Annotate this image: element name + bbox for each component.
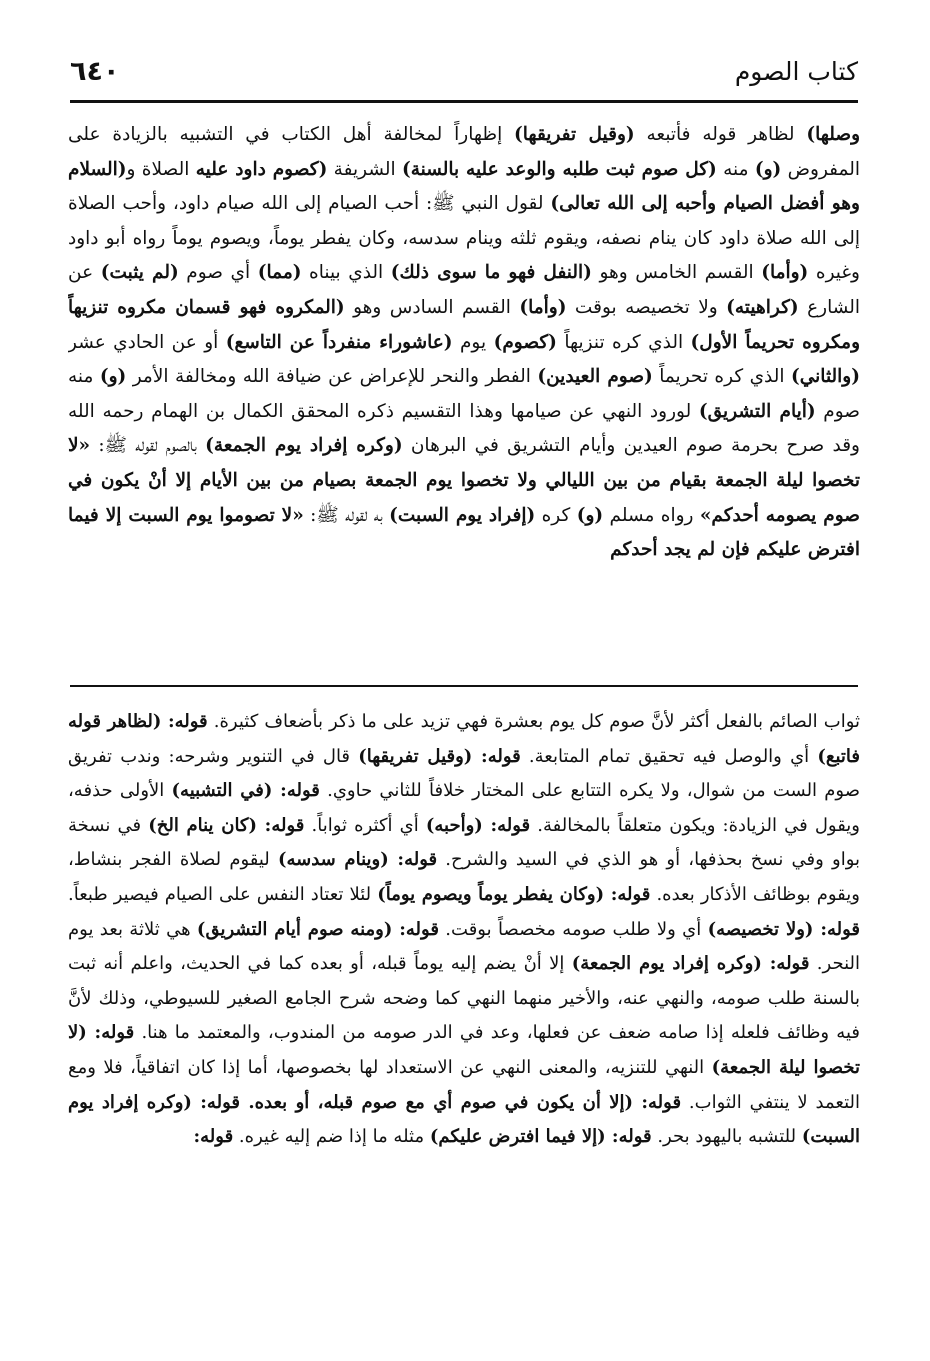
running-title: كتاب الصوم <box>734 56 858 86</box>
bold-text-run: قوله: (كان ينام الخ) <box>148 814 305 836</box>
bold-text-run: (صوم العيدين) <box>537 366 653 388</box>
bold-text-run: (وأما) <box>761 262 809 284</box>
text-run: القسم السادس وهو <box>344 296 520 318</box>
bold-text-run: «لا تخصوا ليلة الجمعة بقيام من بين الليالي ولا تخصوا يوم الجمعة بصيام من بين الأيام إلا أنْ يكون في صوم يصومه أحدكم» <box>68 435 860 526</box>
bold-text-run: (والثاني) <box>790 366 860 388</box>
bold-text-run: قوله: (وأحبه) <box>425 814 531 836</box>
bold-text-run: قوله: (لا تخصوا ليلة الجمعة) <box>68 1022 860 1078</box>
text-run: أي والوصل فيه تحقيق تمام المتابعة. <box>520 745 818 767</box>
bold-text-run: (وقيل تفريقها) <box>514 124 635 145</box>
text-run: منه <box>716 158 755 180</box>
text-run: للتشبه باليهود بحر. <box>651 1126 802 1148</box>
text-run: مثله ما إذا ضم إليه غيره. <box>233 1126 430 1148</box>
bold-text-run: (السلام وهو أفضل الصيام وأحبه إلى الله تعالى) <box>68 158 860 215</box>
bold-text-run: قوله: (وكره إفراد يوم الجمعة) <box>571 953 810 975</box>
text-run: الفطر والنحر للإعراض عن ضيافة الله ومخالفة الأمر <box>126 366 538 388</box>
text-run: في نسخة بواو وفي نسخ بحذفها، أو هو الذي في السيد والشرح. <box>68 814 860 871</box>
text-run: قال في التنوير وشرحه: وندب تفريق صوم الست من شوال، ولا يكره التتابع على المختار خلافاً للثاني حاوي. <box>68 745 860 802</box>
bold-text-run: قوله: (لظاهر قوله فاتبع) <box>68 711 860 767</box>
page-header <box>70 48 858 94</box>
bold-text-run: قوله: <box>193 1126 234 1148</box>
text-run: لظاهر قوله فأتبعه <box>634 124 807 145</box>
bold-text-run: (عاشوراء منفرداً عن التاسع) <box>225 331 453 353</box>
text-run: ليقوم لصلاة الفجر بنشاط، ويقوم بوظائف الأذكار بعده. <box>68 849 860 905</box>
bold-text-run: قوله: (إلا أن يكون في صوم أي مع صوم قبله، أو بعده. قوله: (وكره إفراد يوم السبت) <box>68 1091 860 1148</box>
text-run: ولا تخصيصه بوقت <box>566 296 727 318</box>
bold-text-run: (كراهيته) <box>726 296 799 318</box>
text-run: أي صوم <box>178 262 258 284</box>
bold-text-run: (و) <box>576 504 604 526</box>
text-run: هي ثلاثة بعد يوم النحر. <box>68 918 860 975</box>
bold-text-run: قوله: (ومنه صوم أيام التشريق) <box>196 918 439 940</box>
bold-text-run: قوله: (وكان يفطر يوماً ويصوم يوماً) <box>377 883 651 905</box>
text-run: رواه مسلم <box>603 504 700 526</box>
text-run: القسم الخامس وهو <box>591 262 762 284</box>
bold-text-run: (أيام التشريق) <box>698 400 816 422</box>
bold-text-run: قوله: (إلا فيما افترض عليكم) <box>429 1126 652 1148</box>
page-number: ٦٤٠ <box>70 55 120 87</box>
bold-text-run: (مما) <box>257 262 302 284</box>
bold-text-run: (لم يثبت) <box>100 262 179 284</box>
text-run: منه صوم <box>68 366 860 422</box>
bold-text-run: (و) <box>754 158 782 180</box>
bold-text-run: (كصوم) <box>493 331 557 353</box>
bold-text-run: (كصوم داود عليه <box>195 158 328 180</box>
text-run: لورود النهي عن صيامها وهذا التقسيم ذكره المحقق الكمال بن الهمام رحمه الله وقد صرح بحرمة صوم العيدين وأيام التشريق في البرهان <box>68 400 860 457</box>
bold-text-run: (النفل فهو ما سوى ذلك) <box>390 262 592 284</box>
text-run: الأولى حذفه، ويقول في الزيادة: ويكون متعلقاً بالمخالفة. <box>68 780 860 836</box>
text-run: الشريفة <box>327 158 402 180</box>
text-run: بالصوم لقوله ﷺ: <box>90 435 206 457</box>
bold-text-run: قوله: (ولا تخصيصه) <box>707 918 860 940</box>
main-paragraph <box>68 118 860 568</box>
bold-text-run: وصلها) <box>806 124 860 145</box>
text-run: أو عن الحادي عشر <box>68 331 226 353</box>
text-run: النهي للتنزيه، والمعنى النهي عن الاستعداد لها بخصوصها، أما إذا كان اتفاقياً، فلا ومع التعمد لا ينتفي الثواب. <box>68 1056 860 1113</box>
text-run: الذي بيناه <box>301 262 391 284</box>
bold-text-run: (و) <box>99 366 127 388</box>
text-run: عن الشارع <box>68 262 860 318</box>
bold-text-run: (وأما) <box>519 296 567 318</box>
bold-text-run: (المكروه فهو قسمان مكروه تنزيهاً ومكروه تحريماً الأول) <box>68 296 860 353</box>
text-run: ثواب الصائم بالفعل أكثر لأنَّ صوم كل يوم بعشرة فهي تزيد على ما ذكر بأضعاف كثيرة. <box>207 711 860 732</box>
header-divider <box>70 100 858 103</box>
bold-text-run: (وكره إفراد يوم الجمعة) <box>205 435 403 457</box>
text-run: أي أكثره ثواباً. <box>304 814 426 836</box>
bold-text-run: (كل صوم ثبت طلبه والوعد عليه بالسنة) <box>401 158 717 180</box>
text-run: لقول النبي ﷺ: أحب الصيام إلى الله صيام داود، وأحب الصلاة إلى الله صلاة داود كان ينام نصفه، ويقوم ثلثه وينام سدسه، وكان يفطر يوماً، ويصوم يوماً رواه أبو داود وغيره <box>68 193 860 284</box>
text-run: الصلاة و <box>126 158 196 180</box>
main-text-block <box>68 118 860 678</box>
bold-text-run: قوله: (في التشبيه) <box>171 780 320 802</box>
commentary-block <box>68 705 860 1333</box>
bold-text-run: قوله: (وقيل تفريقها) <box>358 745 521 767</box>
bold-text-run: قوله: (وينام سدسه) <box>277 849 438 871</box>
text-run: إلا أنْ يضم إليه يوماً قبله، أو بعده كما في الحديث، واعلم أنه ثبت بالسنة طلب صومه، والنهي عنه، والأخير منهما النهي كما وضحه شرح الجامع الصغير للسيوطي، وذلك لأنَّ فيه وظائف فلعله إذا صامه ضعف عن فعلها، وعد في الدر صومه من المندوب، والمعتمد ما هنا. <box>68 953 860 1044</box>
bold-text-run: «لا تصوموا يوم السبت إلا فيما افترض عليكم فإن لم يجد أحدكم <box>68 504 860 561</box>
text-run: لئلا تعتاد النفس على الصيام فيصير طبعاً. <box>68 883 378 905</box>
text-run: يوم <box>452 331 494 353</box>
text-run: به لقوله ﷺ: <box>303 504 390 526</box>
text-run: أي ولا طلب صومه مخصصاً بوقت. <box>438 918 708 940</box>
text-run: كره <box>535 504 577 526</box>
text-run: الذي كره تحريماً <box>652 366 791 388</box>
text-run: إظهاراً لمخالفة أهل الكتاب في التشبيه بالزيادة على المفروض <box>68 124 860 180</box>
footnote-divider <box>70 685 858 687</box>
commentary-paragraph <box>68 705 860 1155</box>
text-run: الذي كره تنزيهاً <box>556 331 691 353</box>
bold-text-run: (إفراد يوم السبت) <box>389 504 536 526</box>
